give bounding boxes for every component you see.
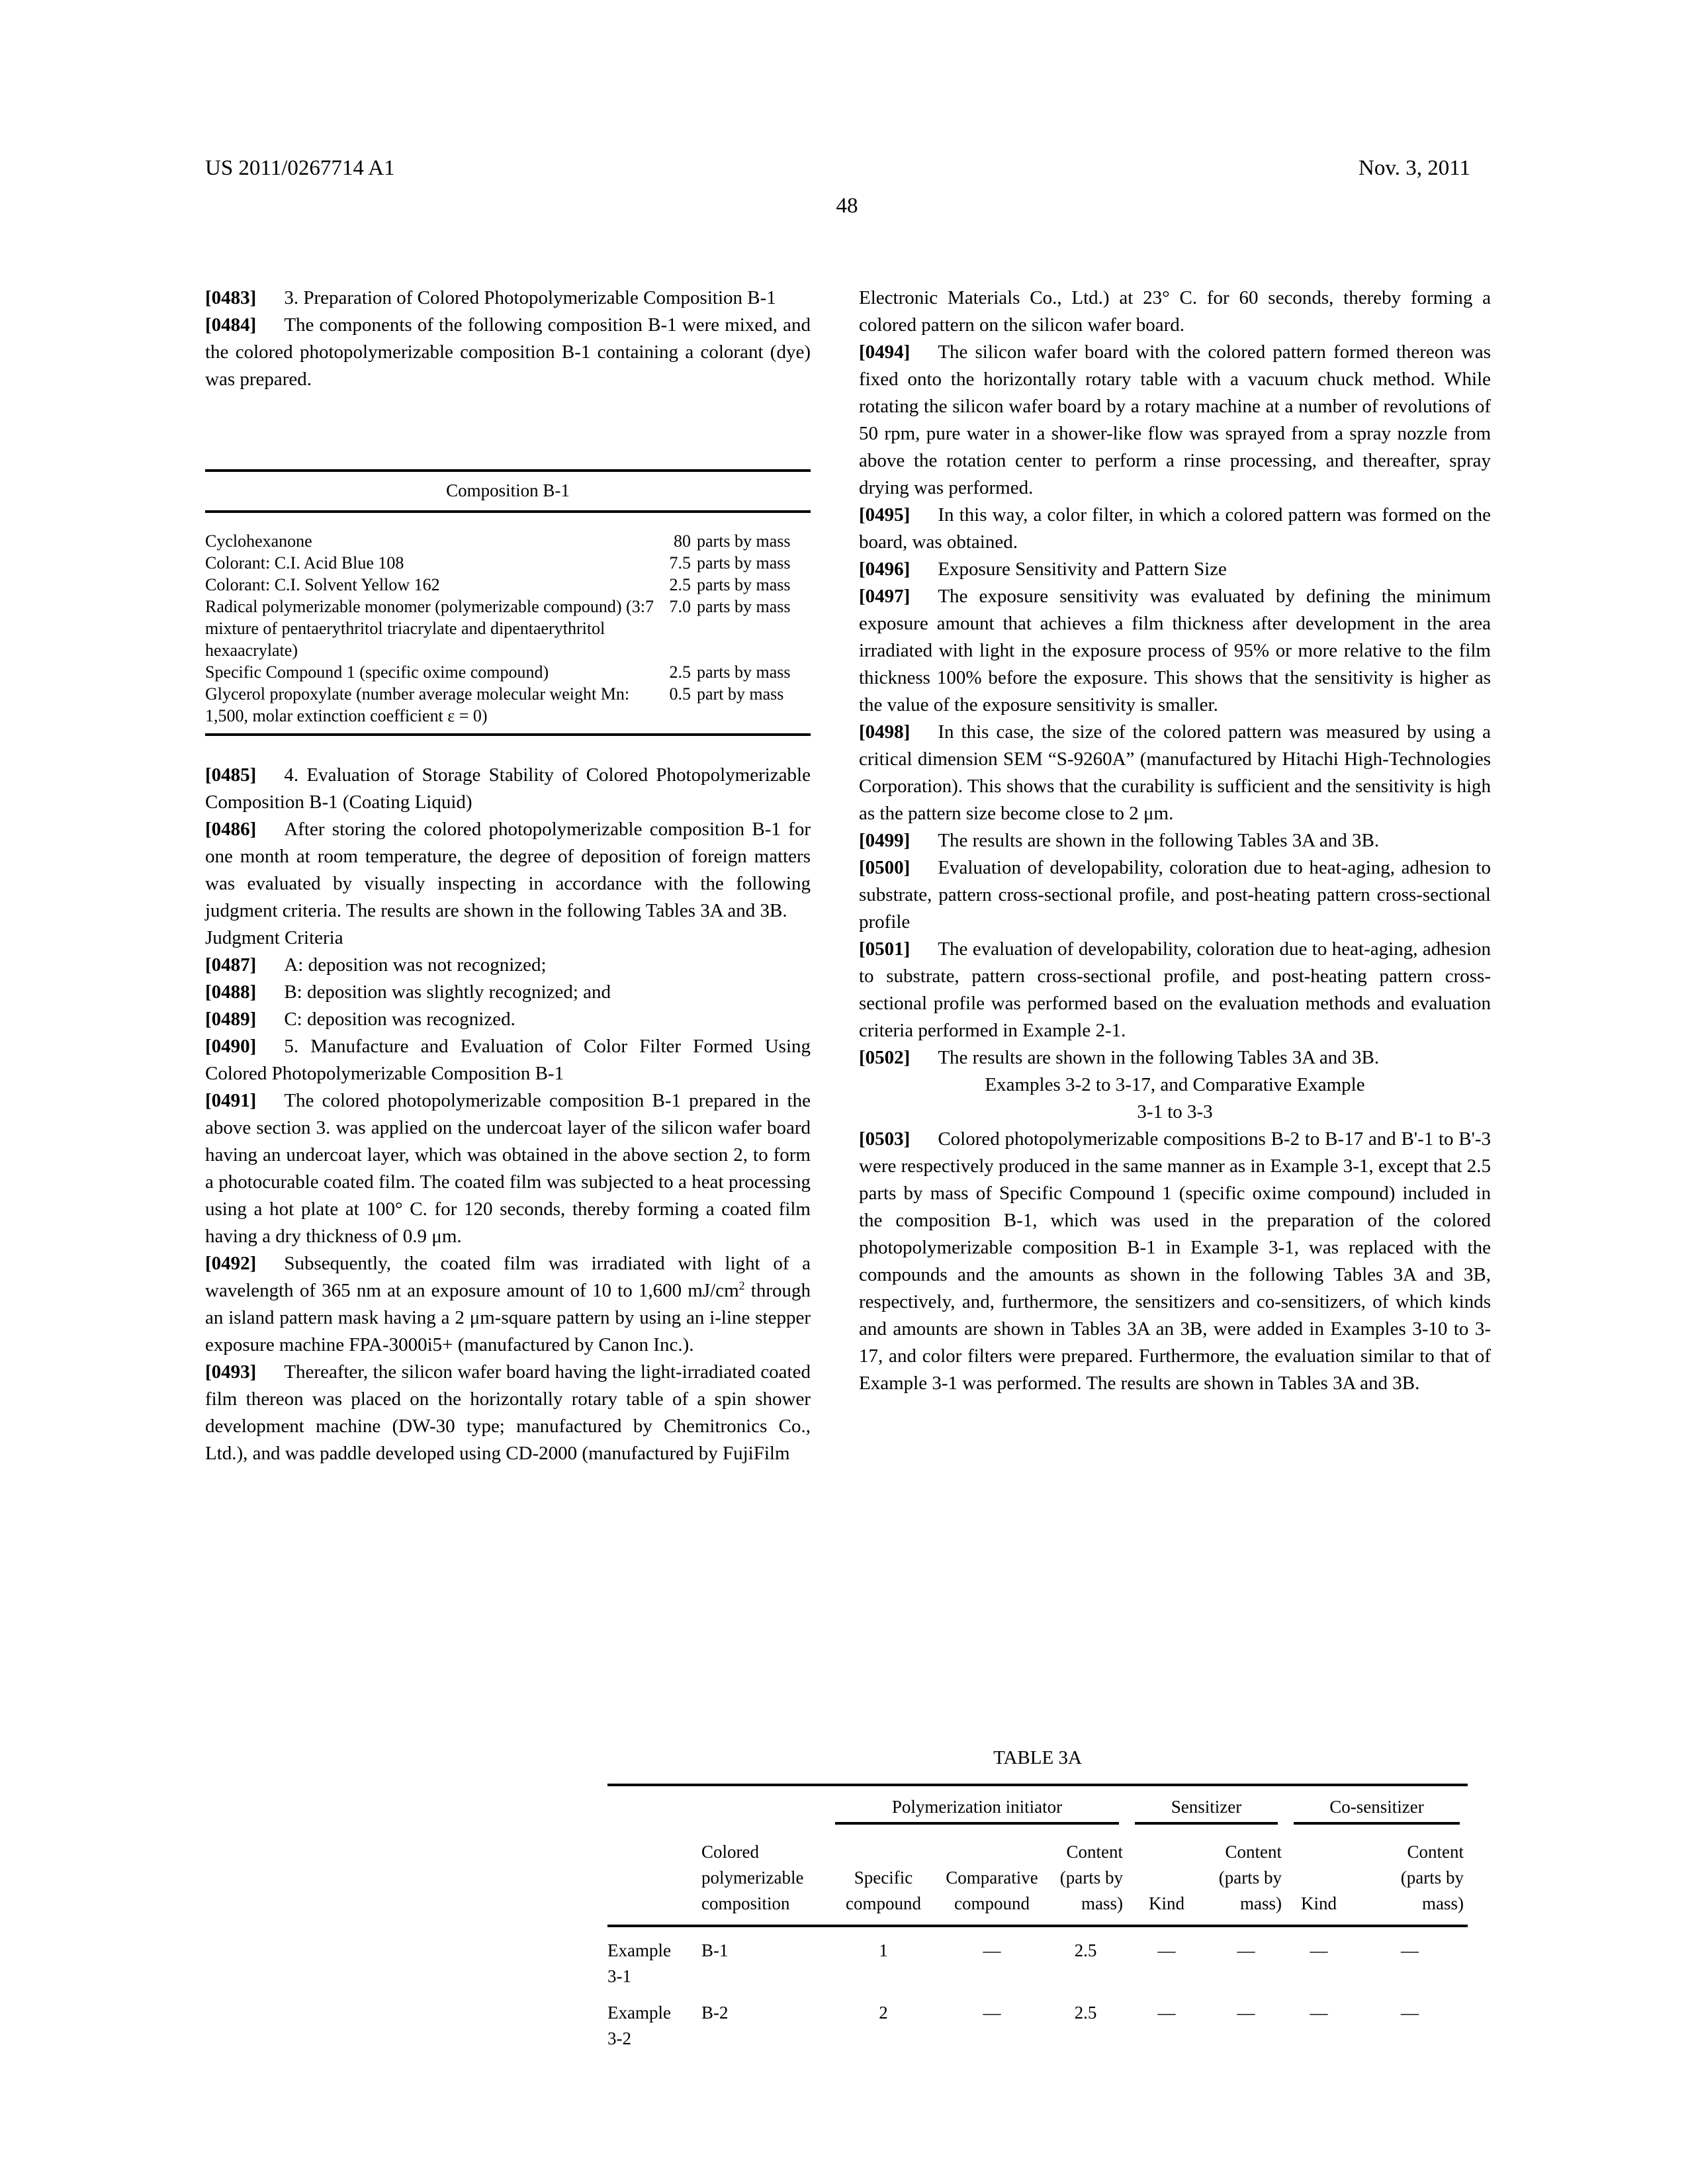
paragraph-text: 3. Preparation of Colored Photopolymerizable Composition B-1	[284, 287, 776, 308]
paragraph-0498	[859, 719, 1491, 827]
cell-sensitizer-content: —	[1237, 1940, 1255, 1960]
patent-number: US 2011/0267714 A1	[205, 156, 395, 180]
table-row	[205, 530, 811, 552]
paragraph-0494	[859, 339, 1491, 502]
paragraph-tag: [0500]	[859, 857, 911, 878]
group-header-cosensitizer	[1286, 1785, 1468, 1825]
paragraph-text: 5. Manufacture and Evaluation of Color Filter Formed Using Colored Photopolymerizable Composition B-1	[205, 1036, 811, 1084]
ingredient-amount	[663, 552, 811, 574]
amount-unit: parts by mass	[697, 597, 791, 616]
paragraph-tag: [0495]	[859, 504, 911, 525]
column-header-specific-compound: Specific compound	[827, 1825, 940, 1926]
ingredient-name: Colorant: C.I. Acid Blue 108	[205, 553, 404, 572]
cell-sensitizer-kind: —	[1157, 2003, 1176, 2023]
amount-value: 2.5	[669, 662, 691, 682]
paragraph-tag: [0501]	[859, 938, 911, 960]
cell-example: Example 3-2	[607, 2003, 671, 2048]
paragraph-tag: [0494]	[859, 341, 911, 363]
amount-unit: parts by mass	[697, 553, 791, 572]
paragraph-text: The evaluation of developability, coloration due to heat-aging, adhesion to substrate, pattern cross-sectional profile, and post-heating pattern cross-sectional profile was performed based on the evaluation methods and evaluation criteria performed in Example 2-1.	[859, 938, 1491, 1041]
paragraph-tag: [0491]	[205, 1090, 257, 1111]
paragraph-tag: [0503]	[859, 1128, 911, 1150]
paragraph-0493	[205, 1359, 811, 1467]
table-group-header-row	[607, 1785, 1468, 1825]
table-row	[205, 596, 811, 661]
left-column	[205, 285, 811, 1467]
paragraph-tag: [0493]	[205, 1361, 257, 1383]
paragraph-0497	[859, 583, 1491, 719]
table-row	[205, 661, 811, 683]
page-header	[205, 156, 1470, 180]
column-header-cosensitizer-content: Content (parts by mass)	[1352, 1825, 1468, 1926]
amount-value: 2.5	[669, 575, 691, 594]
cell-composition: B-1	[701, 1940, 729, 1960]
ingredient-name: Glycerol propoxylate (number average molecular weight Mn: 1,500, molar extinction coefficient ε = 0)	[205, 684, 630, 725]
ingredient-amount	[663, 596, 811, 617]
ingredient-name: Specific Compound 1 (specific oxime compound)	[205, 662, 549, 682]
cell-cosensitizer-content: —	[1401, 2003, 1419, 2023]
paragraph-0495	[859, 502, 1491, 556]
paragraph-0491	[205, 1087, 811, 1250]
group-header-label: Co-sensitizer	[1294, 1794, 1460, 1825]
cell-sensitizer-kind: —	[1157, 1940, 1176, 1960]
cell-comparative-compound: —	[983, 2003, 1001, 2023]
paragraph-0496	[859, 556, 1491, 583]
cell-specific-compound: 1	[879, 1940, 888, 1960]
paragraph-text: Evaluation of developability, coloration due to heat-aging, adhesion to substrate, pattern cross-sectional profile, and post-heating pattern cross-sectional profile	[859, 857, 1491, 933]
paragraph-text: 4. Evaluation of Storage Stability of Colored Photopolymerizable Composition B-1 (Coating Liquid)	[205, 764, 811, 813]
composition-table-body	[205, 513, 811, 733]
amount-value: 80	[674, 531, 691, 551]
table-row	[205, 552, 811, 574]
table-row	[607, 1926, 1468, 1989]
paragraph-tag: [0488]	[205, 981, 257, 1003]
paragraph-tag: [0485]	[205, 764, 257, 786]
superscript: 2	[738, 1279, 745, 1293]
cell-example: Example 3-1	[607, 1940, 671, 1986]
cell-sensitizer-content: —	[1237, 2003, 1255, 2023]
paragraph-0489	[205, 1006, 811, 1033]
paragraph-text: After storing the colored photopolymerizable composition B-1 for one month at room temperature, the degree of deposition of foreign matters was evaluated by visually inspecting in accordance with the following judgment criteria. The results are shown in the following Tables 3A and 3B.	[205, 819, 811, 921]
continuation-paragraph: Electronic Materials Co., Ltd.) at 23° C. for 60 seconds, thereby forming a colored pattern on the silicon wafer board.	[859, 287, 1491, 336]
column-header-composition: Colored polymerizable composition	[701, 1825, 827, 1926]
paragraph-0503	[859, 1126, 1491, 1397]
table-3a-title: TABLE 3A	[993, 1747, 1082, 1768]
paragraph-text: The results are shown in the following Tables 3A and 3B.	[938, 1047, 1380, 1068]
ingredient-amount	[663, 530, 811, 552]
paragraph-0487	[205, 952, 811, 979]
column-header-sensitizer-content: Content (parts by mass)	[1206, 1825, 1286, 1926]
paragraph-text: Colored photopolymerizable compositions B-2 to B-17 and B'-1 to B'-3 were respectively produced in the same manner as in Example 3-1, except that 2.5 parts by mass of Specific Compound 1 (specific oxime compound) included in the composition B-1, which was used in the preparation of the colored photopolymerizable composition B-1 in Example 3-1, was replaced with the compounds and the amounts as shown in the following Tables 3A and 3B, respectively, and, furthermore, the sensitizers and co-sensitizers, of which kinds and amounts are shown in Tables 3A an 3B, were added in Examples 3-10 to 3-17, and color filters were prepared. Furthermore, the evaluation similar to that of Example 3-1 was performed. The results are shown in Tables 3A and 3B.	[859, 1128, 1491, 1394]
ingredient-name: Cyclohexanone	[205, 531, 312, 551]
paragraph-0490	[205, 1033, 811, 1087]
page-number: 48	[836, 194, 858, 218]
publication-date: Nov. 3, 2011	[1359, 156, 1470, 180]
cell-initiator-content: 2.5	[1074, 1940, 1097, 1960]
paragraph-text: The components of the following composition B-1 were mixed, and the colored photopolymerizable composition B-1 containing a colorant (dye) was prepared.	[205, 314, 811, 390]
paragraph-tag: [0490]	[205, 1036, 257, 1057]
paragraph-text: A: deposition was not recognized;	[284, 954, 547, 976]
cell-composition: B-2	[701, 2003, 729, 2023]
paragraph-0485	[205, 762, 811, 816]
paragraph-text: In this way, a color filter, in which a colored pattern was formed on the board, was obtained.	[859, 504, 1491, 553]
ingredient-amount	[663, 661, 811, 683]
examples-heading: Examples 3-2 to 3-17, and Comparative Example 3-1 to 3-3	[985, 1074, 1365, 1122]
group-header-label: Sensitizer	[1135, 1794, 1278, 1825]
paragraph-0488	[205, 979, 811, 1006]
amount-value: 7.0	[669, 597, 691, 616]
paragraph-0492	[205, 1250, 811, 1359]
cell-cosensitizer-content: —	[1401, 1940, 1419, 1960]
paragraph-0483	[205, 285, 811, 312]
paragraph-0484	[205, 312, 811, 393]
cell-cosensitizer-kind: —	[1310, 1940, 1328, 1960]
paragraph-0499	[859, 827, 1491, 854]
composition-table	[205, 469, 811, 736]
group-header-initiator	[827, 1785, 1127, 1825]
cell-specific-compound: 2	[879, 2003, 888, 2023]
ingredient-name: Radical polymerizable monomer (polymerizable compound) (3:7 mixture of pentaerythritol triacrylate and dipentaerythritol hexaacrylate)	[205, 597, 654, 660]
table-row	[607, 1989, 1468, 2052]
paragraph-text: In this case, the size of the colored pattern was measured by using a critical dimension SEM “S-9260A” (manufactured by Hitachi High-Technologies Corporation). This shows that the curability is sufficient and the sensitivity is high as the pattern size become close to 2 μm.	[859, 721, 1491, 824]
empty-cell	[607, 1785, 827, 1825]
paragraph-0501	[859, 936, 1491, 1044]
paragraph-text: Subsequently, the coated film was irradiated with light of a wavelength of 365 nm at an exposure amount of 10 to 1,600 mJ/cm	[205, 1253, 811, 1301]
amount-unit: parts by mass	[697, 531, 791, 551]
cell-cosensitizer-kind: —	[1310, 2003, 1328, 2023]
paragraph-0486	[205, 816, 811, 925]
paragraph-text: Thereafter, the silicon wafer board having the light-irradiated coated film thereon was placed on the horizontally rotary table of a spin shower development machine (DW-30 type; manufactured by Chemitronics Co., Ltd.), and was paddle developed using CD-2000 (manufactured by FujiFilm	[205, 1361, 811, 1464]
paragraph-tag: [0498]	[859, 721, 911, 743]
paragraph-text: The colored photopolymerizable composition B-1 prepared in the above section 3. was applied on the undercoat layer of the silicon wafer board having an undercoat layer, which was obtained in the above section 2, to form a photocurable coated film. The coated film was subjected to a heat processing using a hot plate at 100° C. for 120 seconds, thereby forming a coated film having a dry thickness of 0.9 μm.	[205, 1090, 811, 1247]
paragraph-tag: [0499]	[859, 830, 911, 851]
amount-value: 7.5	[669, 553, 691, 572]
ingredient-amount	[663, 683, 811, 705]
amount-unit: parts by mass	[697, 575, 791, 594]
paragraph-text: Exposure Sensitivity and Pattern Size	[938, 559, 1227, 580]
paragraph-tag: [0496]	[859, 559, 911, 580]
paragraph-text: The results are shown in the following Tables 3A and 3B.	[938, 830, 1380, 851]
paragraph-tag: [0484]	[205, 314, 257, 336]
table-column-header-row	[607, 1825, 1468, 1926]
ingredient-name: Colorant: C.I. Solvent Yellow 162	[205, 575, 440, 594]
amount-unit: parts by mass	[697, 662, 791, 682]
column-header-comparative-compound: Comparative compound	[940, 1825, 1044, 1926]
empty-cell	[607, 1825, 701, 1926]
paragraph-text: C: deposition was recognized.	[284, 1009, 515, 1030]
table-row	[205, 574, 811, 596]
paragraph-text: through an island pattern mask having a 2 μm-square pattern by using an i-line stepper exposure machine FPA-3000i5+ (manufactured by Canon Inc.).	[205, 1280, 811, 1355]
paragraph-tag: [0486]	[205, 819, 257, 840]
paragraph-tag: [0492]	[205, 1253, 257, 1274]
paragraph-tag: [0502]	[859, 1047, 911, 1068]
column-header-cosensitizer-kind: Kind	[1286, 1825, 1352, 1926]
table-row	[205, 683, 811, 727]
paragraph-0502	[859, 1044, 1491, 1071]
column-header-initiator-content: Content (parts by mass)	[1044, 1825, 1127, 1926]
table-3a-grid	[607, 1784, 1468, 2052]
table-3a	[607, 1745, 1468, 2052]
paragraph-tag: [0487]	[205, 954, 257, 976]
paragraph-tag: [0483]	[205, 287, 257, 308]
paragraph-tag: [0497]	[859, 586, 911, 607]
paragraph-0500	[859, 854, 1491, 936]
paragraph-text: The silicon wafer board with the colored pattern formed thereon was fixed onto the horizontally rotary table with a vacuum chuck method. While rotating the silicon wafer board by a rotary machine at a number of revolutions of 50 rpm, pure water in a shower-like flow was sprayed from a spray nozzle from above the rotation center to perform a rinse processing, and thereafter, spray drying was performed.	[859, 341, 1491, 498]
composition-table-title: Composition B-1	[446, 480, 570, 500]
right-column	[859, 285, 1491, 1397]
paragraph-text: B: deposition was slightly recognized; and	[284, 981, 611, 1003]
group-header-sensitizer	[1127, 1785, 1286, 1825]
cell-initiator-content: 2.5	[1074, 2003, 1097, 2023]
paragraph-text: The exposure sensitivity was evaluated by defining the minimum exposure amount that achieves a film thickness after development in the area irradiated with light in the exposure process of 95% or more relative to the film thickness 100% before the exposure. This shows that the sensitivity is higher as the value of the exposure sensitivity is smaller.	[859, 586, 1491, 715]
column-header-sensitizer-kind: Kind	[1127, 1825, 1206, 1926]
judgment-criteria-heading: Judgment Criteria	[205, 927, 343, 948]
cell-comparative-compound: —	[983, 1940, 1001, 1960]
table-rule-bottom	[205, 733, 811, 736]
group-header-label: Polymerization initiator	[835, 1794, 1119, 1825]
amount-unit: part by mass	[697, 684, 784, 704]
ingredient-amount	[663, 574, 811, 596]
paragraph-tag: [0489]	[205, 1009, 257, 1030]
amount-value: 0.5	[669, 684, 691, 704]
